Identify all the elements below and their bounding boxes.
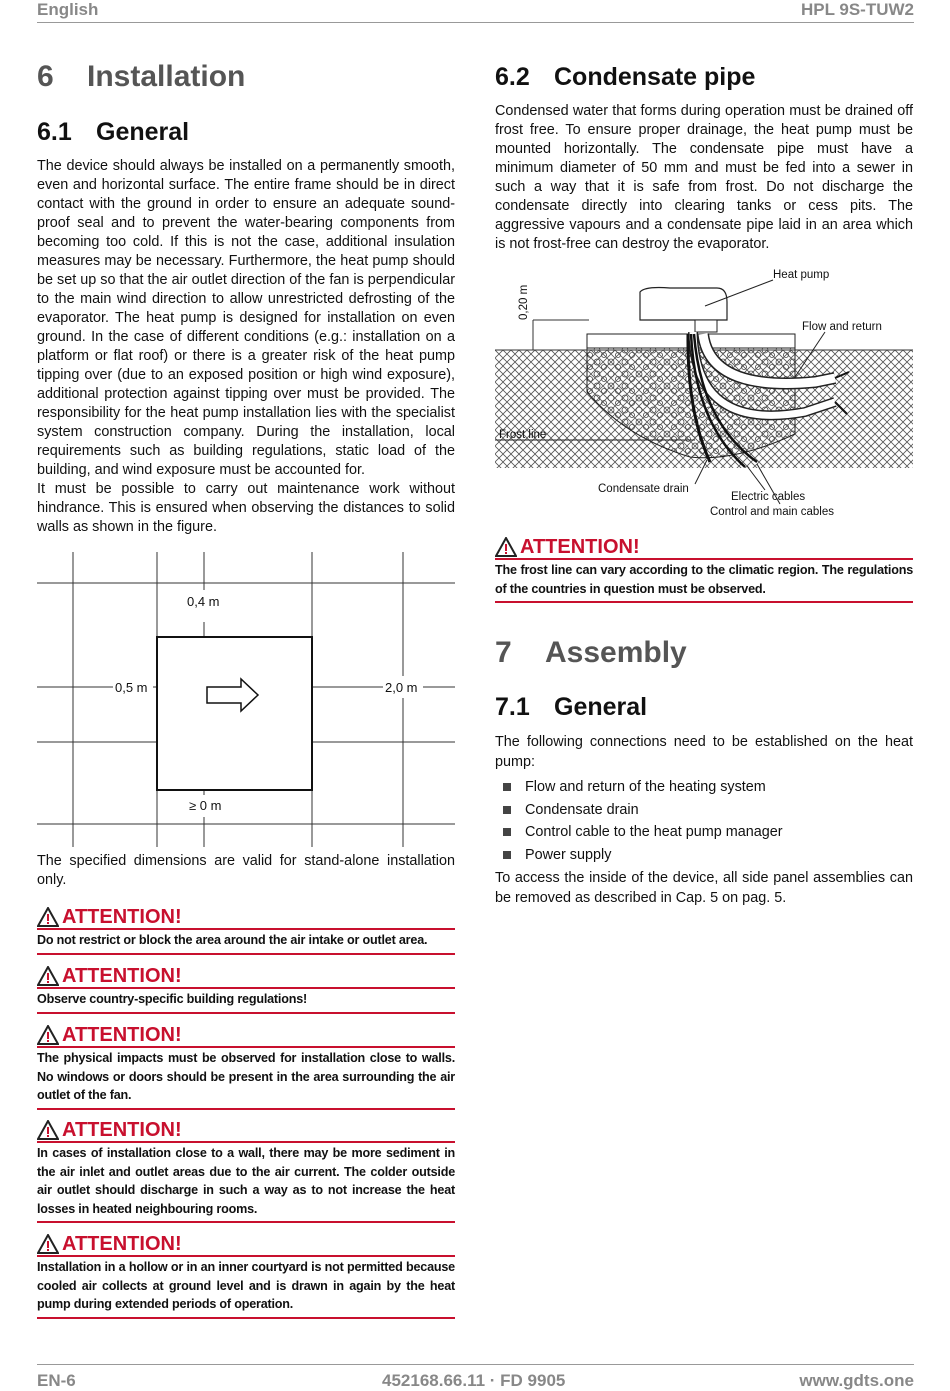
bullet-icon [503,828,511,836]
footer-website-link[interactable]: www.gdts.one [799,1371,914,1390]
page-footer [37,1364,914,1391]
height-dimension-label: 0,20 m [518,284,530,320]
section-7-1 [495,693,913,908]
left-column [37,60,455,94]
attention-label: ATTENTION! [62,1233,182,1255]
attention-box-4 [37,1119,455,1223]
attention-label: ATTENTION! [62,1119,182,1141]
attention-text: The physical impacts must be observed for installation close to walls. No windows or doors should be present in the area surrounding the air outlet of the fan. [37,1051,455,1102]
section-6-2 [495,63,913,254]
attention-text: Installation in a hollow or in an inner courtyard is not permitted because cooled air collects at ground level and is drawn in again by the heat pump during extended periods of operation. [37,1260,455,1311]
section-7-heading: 7 Assembly [495,636,687,669]
condensate-drain-label: Condensate drain [598,483,689,495]
warning-icon [495,537,517,557]
header-language: English [37,0,99,19]
warning-icon [37,907,59,927]
section-6-heading: 6 Installation [37,60,246,93]
section-7 [495,636,913,670]
attention-text: The frost line can vary according to the climatic region. The regulations of the countries in question must be observed. [495,563,913,596]
attention-text: Do not restrict or block the area around the air intake or outlet area. [37,933,428,947]
warning-icon [37,1234,59,1254]
section-6-1 [37,118,455,537]
bullet-icon [503,806,511,814]
frost-line-label: Frost line [499,429,547,441]
list-item: Flow and return of the heating system [495,776,913,799]
clearance-bottom-label: ≥ 0 m [189,798,222,813]
warning-icon [37,1025,59,1045]
attention-text: In cases of installation close to a wall, there may be more sediment in the air inlet and outlet areas due to the air current. The colder outside air outlet should discharge in such a way as to not increase the heat losses in heated neighbouring rooms. [37,1146,455,1216]
paragraph-condensate: Condensed water that forms during operation must be drained off frost free. To ensure proper drainage, the heat pump must be mounted horizontally. The condensate pipe must have a minimum diameter of 50 mm and must be fed into a sewer in such a way that it is safe from frost. Do not discharge the condensate directly into clearing tanks or cess pits. The aggressive vapours and a condensate pipe laid in an area which is not frost-free can destroy the evaporator. [495,103,913,252]
heat-pump-footprint [157,637,312,790]
attention-label: ATTENTION! [520,536,640,558]
attention-label: ATTENTION! [62,965,182,987]
section-6-1-note [37,852,455,890]
paragraph-installation: The device should always be installed on a permanently smooth, even and horizontal surface. The entire frame should be in direct contact with the ground in order to ensure an adequate sound-proof seal and to prevent the water-bearing components from becoming too cold. If this is not the case, additional insulation measures may be necessary. Furthermore, the heat pump should be set up so that the air outlet direction of the fan is perpendicular to the main wind direction to allow unrestricted defrosting of the evaporator. The heat pump is designed for installation on even ground. In the case of different conditions (e.g.: installation on a platform or flat roof) or there is a greater risk of the heat pump tipping over (due to an exposed position or high wind exposure), additional protection against tipping over must be provided. The responsibility for the heat pump installation lies with the specialist system construction company. During the installation, local requirements such as building regulations, static load of the building, and wind exposure must be accounted for. [37,158,455,478]
bullet-icon [503,851,511,859]
clearance-figure [37,552,455,847]
attention-box-5 [37,1233,455,1319]
list-item: Control cable to the heat pump manager [495,821,913,844]
attention-box-2 [37,965,455,1014]
paragraph-connections: The following connections need to be established on the heat pump: [495,734,913,770]
page-header [37,0,914,23]
heat-pump-unit [640,288,727,321]
clearance-top-label: 0,4 m [187,594,220,609]
paragraph-maintenance: It must be possible to carry out maintenance work without hindrance. This is ensured when observing the distances to solid walls as shown in the figure. [37,481,455,535]
electric-cables-label: Electric cables [731,491,806,503]
section-6-2-heading: 6.2 Condensate pipe [495,63,756,91]
warning-icon [37,1120,59,1140]
condensate-figure [495,262,913,524]
clearance-right-label: 2,0 m [385,680,418,695]
clearance-left-label: 0,5 m [115,680,148,695]
footer-page-number: EN-6 [37,1371,76,1390]
control-cables-label: Control and main cables [710,506,835,518]
attention-box-3 [37,1024,455,1110]
footer-document-id: 452168.66.11 · FD 9905 [382,1371,566,1390]
connections-list [495,776,913,866]
attention-label: ATTENTION! [62,1024,182,1046]
section-7-1-heading: 7.1 General [495,693,648,721]
attention-box-6 [495,536,913,603]
flow-return-label: Flow and return [802,321,882,333]
warning-icon [37,966,59,986]
heat-pump-label: Heat pump [773,269,830,281]
attention-label: ATTENTION! [62,906,182,928]
paragraph-access: To access the inside of the device, all side panel assemblies can be removed as described in Cap. 5 on pag. 5. [495,870,913,906]
bullet-icon [503,783,511,791]
paragraph-standalone: The specified dimensions are valid for stand-alone installation only. [37,853,455,888]
header-model: HPL 9S-TUW2 [800,0,914,19]
section-6-1-heading: 6.1 General [37,118,190,146]
list-item: Condensate drain [495,799,913,822]
attention-box-1 [37,906,455,955]
list-item: Power supply [495,844,913,867]
attention-text: Observe country-specific building regulations! [37,992,308,1006]
